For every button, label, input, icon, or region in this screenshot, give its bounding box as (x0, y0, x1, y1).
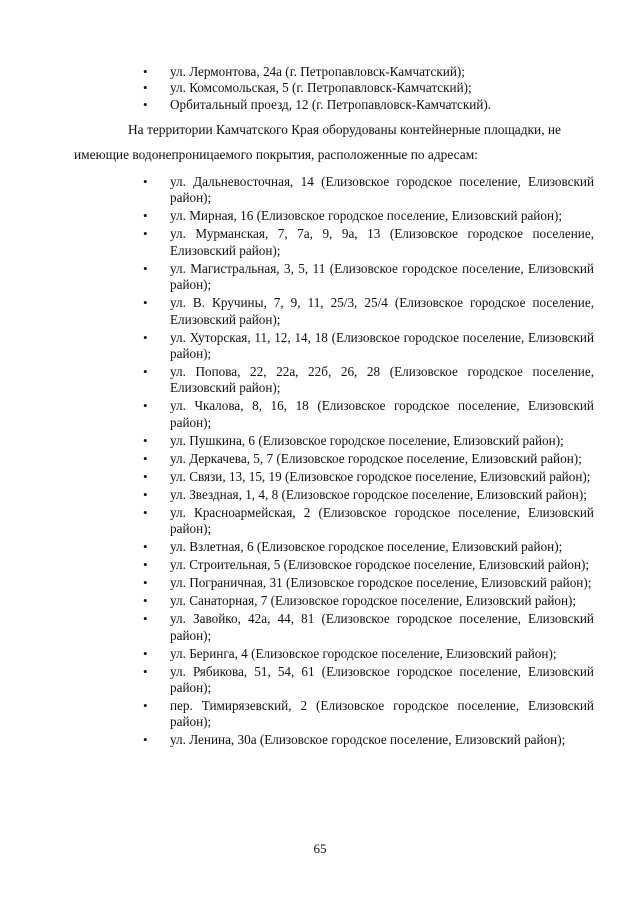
address-list-top (0, 64, 640, 113)
list-item-text: ул. Хуторская, 11, 12, 14, 18 (Елизовское городское поселение, Елизовский район); (170, 329, 594, 362)
list-item-text: ул. Мирная, 16 (Елизовское городское поселение, Елизовский район); (170, 208, 563, 224)
list-item (0, 698, 640, 731)
bullet-icon: • (143, 260, 148, 276)
list-item-text: ул. Чкалова, 8, 16, 18 (Елизовское городское поселение, Елизовский район); (170, 398, 594, 430)
bullet-icon: • (143, 398, 148, 414)
bullet-icon: • (143, 295, 148, 311)
bullet-icon: • (143, 96, 148, 112)
list-item (0, 364, 640, 397)
list-item (0, 469, 640, 485)
bullet-icon: • (143, 364, 148, 380)
list-item-text: ул. Санаторная, 7 (Елизовское городское поселение, Елизовский район); (170, 593, 577, 609)
list-item-text: ул. В. Кручины, 7, 9, 11, 25/3, 25/4 (Елизовское городское поселение, Елизовский район); (170, 295, 594, 327)
bullet-icon: • (143, 504, 148, 520)
bullet-icon: • (143, 645, 148, 661)
bullet-icon: • (143, 80, 148, 96)
list-item-text: ул. Комсомольская, 5 (г. Петропавловск-Камчатский); (170, 80, 472, 96)
list-item (0, 611, 640, 644)
list-item-text: ул. Беринга, 4 (Елизовское городское поселение, Елизовский район); (170, 645, 557, 661)
bullet-icon: • (143, 593, 148, 609)
bullet-icon: • (143, 732, 148, 748)
bullet-icon: • (143, 64, 148, 79)
list-item (0, 539, 640, 555)
list-item (0, 226, 640, 259)
list-item-text: ул. Взлетная, 6 (Елизовское городское поселение, Елизовский район); (170, 539, 563, 555)
list-item (0, 557, 640, 573)
list-item-text: ул. Деркачева, 5, 7 (Елизовское городское поселение, Елизовский район); (170, 450, 582, 466)
bullet-icon: • (143, 575, 148, 591)
list-item (0, 451, 640, 467)
bullet-icon: • (143, 329, 148, 345)
list-item-text: пер. Тимирязевский, 2 (Елизовское городское поселение, Елизовский район); (170, 698, 594, 730)
list-item-text: ул. Магистральная, 3, 5, 11 (Елизовское городское поселение, Елизовский район); (170, 260, 594, 293)
list-item-text: ул. Ленина, 30а (Елизовское городское поселение, Елизовский район); (170, 732, 566, 748)
list-item (0, 208, 640, 224)
list-item-text: ул. Рябикова, 51, 54, 61 (Елизовское городское поселение, Елизовский район); (170, 663, 594, 696)
bullet-icon: • (143, 468, 148, 484)
list-item (0, 664, 640, 697)
list-item-text: ул. Красноармейская, 2 (Елизовское городское поселение, Елизовский район); (170, 504, 594, 537)
list-item-text: ул. Звездная, 1, 4, 8 (Елизовское городское поселение, Елизовский район); (170, 486, 587, 502)
bullet-icon: • (143, 226, 148, 242)
paragraph-line-2: имеющие водонепроницаемого покрытия, расположенные по адресам: (74, 147, 478, 162)
list-item (0, 433, 640, 449)
list-item (0, 593, 640, 609)
list-item (0, 732, 640, 748)
page-number: 65 (313, 841, 327, 856)
list-item-text: ул. Мурманская, 7, 7а, 9, 9а, 13 (Елизовское городское поселение, Елизовский район); (170, 226, 594, 258)
list-item-text: ул. Связи, 13, 15, 19 (Елизовское городское поселение, Елизовский район); (170, 468, 591, 484)
bullet-icon: • (143, 432, 148, 448)
list-item (0, 174, 640, 207)
bullet-icon: • (143, 450, 148, 466)
list-item (0, 295, 640, 328)
bullet-icon: • (143, 174, 148, 189)
bullet-icon: • (143, 698, 148, 714)
list-item-text: ул. Дальневосточная, 14 (Елизовское городское поселение, Елизовский район); (170, 174, 594, 206)
list-item-text: ул. Пограничная, 31 (Елизовское городское поселение, Елизовский район); (170, 575, 592, 591)
list-item (0, 261, 640, 294)
address-list-main (0, 174, 640, 750)
list-item (0, 398, 640, 431)
bullet-icon: • (143, 557, 148, 573)
list-item-text: Орбитальный проезд, 12 (г. Петропавловск-Камчатский). (170, 96, 492, 112)
paragraph-line-1: На территории Камчатского Края оборудованы контейнерные площадки, не (128, 122, 561, 137)
bullet-icon: • (143, 611, 148, 627)
list-item-text: ул. Лермонтова, 24а (г. Петропавловск-Камчатский); (170, 64, 465, 79)
bullet-icon: • (143, 539, 148, 555)
list-item (0, 646, 640, 662)
list-item (0, 97, 640, 113)
list-item (0, 330, 640, 363)
list-item (0, 64, 640, 80)
list-item-text: ул. Пушкина, 6 (Елизовское городское поселение, Елизовский район); (170, 432, 564, 448)
bullet-icon: • (143, 663, 148, 679)
bullet-icon: • (143, 208, 148, 224)
list-item-text: ул. Попова, 22, 22а, 22б, 26, 28 (Елизовское городское поселение, Елизовский район); (170, 364, 594, 396)
list-item (0, 575, 640, 591)
bullet-icon: • (143, 486, 148, 502)
list-item-text: ул. Завойко, 42а, 44, 81 (Елизовское городское поселение, Елизовский район); (170, 611, 594, 643)
list-item (0, 80, 640, 96)
list-item-text: ул. Строительная, 5 (Елизовское городское поселение, Елизовский район); (170, 557, 590, 573)
list-item (0, 487, 640, 503)
list-item (0, 505, 640, 538)
